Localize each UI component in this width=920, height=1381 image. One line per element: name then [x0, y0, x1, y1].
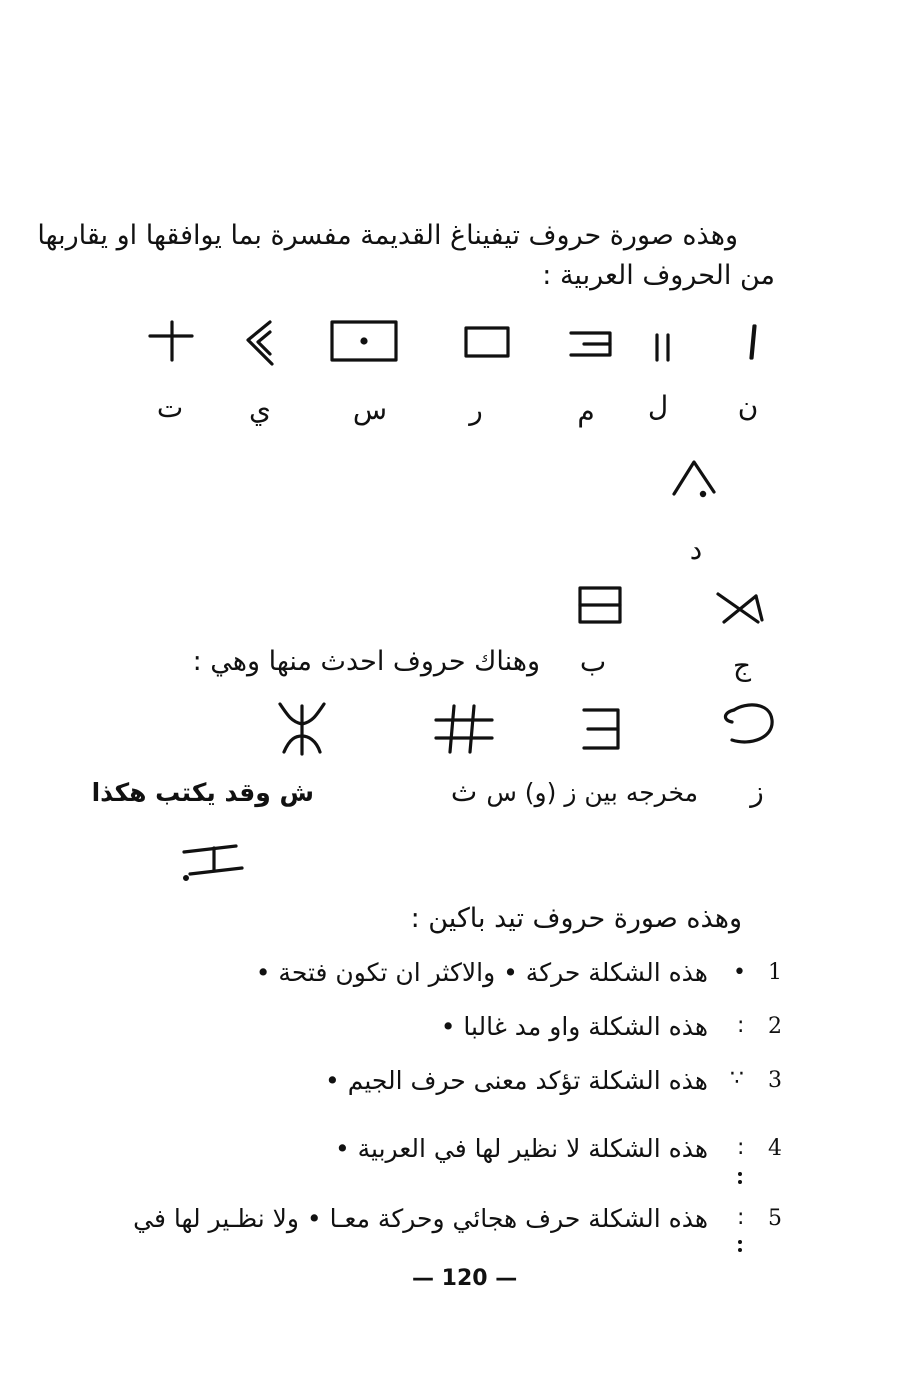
- item-4-extra-dot-2: [738, 1180, 742, 1184]
- page-number: — 120 —: [412, 1266, 518, 1291]
- split-box-icon: [574, 584, 626, 628]
- tall-stroke-icon: [738, 322, 768, 362]
- arabic-letter-sin: س: [352, 393, 388, 426]
- amazigh-yaz-icon: [272, 698, 332, 760]
- arabic-letter-mim: م: [577, 395, 595, 428]
- item-marker-4: :: [737, 1135, 745, 1160]
- item-text-3: هذه الشكلة تؤكد معنى حرف الجيم •: [325, 1066, 708, 1095]
- item-5-extra-dot: [738, 1240, 742, 1244]
- arabic-letter-ba: ب: [579, 645, 607, 678]
- item-marker-5: :: [737, 1205, 745, 1230]
- arabic-letter-dal: د: [689, 533, 703, 566]
- arabic-letter-ya: ي: [249, 393, 271, 426]
- tid-bakin-intro: وهذه صورة حروف تيد باكين :: [410, 903, 742, 934]
- bowtie-icon: [712, 590, 768, 630]
- between-z-s-label: مخرجه بين ز (و) س: [486, 778, 698, 807]
- arabic-letter-nun: ن: [737, 390, 759, 423]
- item-marker-3: ∵: [730, 1066, 744, 1091]
- item-5-extra-dot-2: [738, 1248, 742, 1252]
- item-text-4: هذه الشكلة لا نظير لها في العربية •: [334, 1134, 708, 1163]
- item-text-2: هذه الشكلة واو مد غالبا •: [440, 1012, 708, 1041]
- item-number-2: 2: [768, 1014, 782, 1039]
- square-icon: [462, 324, 512, 360]
- item-number-1: 1: [768, 960, 782, 985]
- plus-icon: [146, 318, 198, 364]
- open-bracket-icon: [566, 328, 616, 362]
- item-4-extra-dot: [738, 1172, 742, 1176]
- zigzag-icon: [240, 318, 280, 368]
- shin-alt-form-label: ش وقد يكتب هكذا: [91, 778, 314, 807]
- item-marker-2: :: [737, 1013, 745, 1038]
- loop-icon: [716, 698, 780, 750]
- double-bar-icon: [650, 332, 678, 364]
- item-number-4: 4: [768, 1136, 782, 1161]
- newer-letters-intro: وهناك حروف احدث منها وهي :: [192, 646, 540, 677]
- intro-line-2: من الحروف العربية :: [542, 260, 775, 291]
- item-text-1: هذه الشكلة حركة • والاكثر ان تكون فتحة •: [255, 958, 708, 987]
- intro-line-1: وهذه صورة حروف تيفيناغ القديمة مفسرة بما يوافقها او يقاربها: [37, 220, 738, 251]
- hash-icon: [432, 702, 496, 756]
- item-marker-1: •: [733, 960, 746, 985]
- arabic-letter-tha: ث: [450, 775, 478, 808]
- caret-icon: [670, 456, 720, 500]
- arabic-letter-ta: ت: [156, 391, 184, 424]
- reverse-e-icon: [578, 704, 628, 754]
- arabic-letter-zay: ز: [750, 775, 764, 808]
- item-number-5: 5: [768, 1206, 782, 1231]
- item-text-5: هذه الشكلة حرف هجائي وحركة معـا • ولا نظـير لها في: [133, 1204, 708, 1233]
- i-beam-icon: [176, 838, 248, 882]
- arabic-letter-ra: ر: [469, 393, 483, 426]
- arabic-letter-jim: ج: [732, 649, 752, 682]
- item-number-3: 3: [768, 1068, 782, 1093]
- square-dot-icon: [328, 318, 400, 364]
- arabic-letter-lam: ل: [647, 390, 669, 423]
